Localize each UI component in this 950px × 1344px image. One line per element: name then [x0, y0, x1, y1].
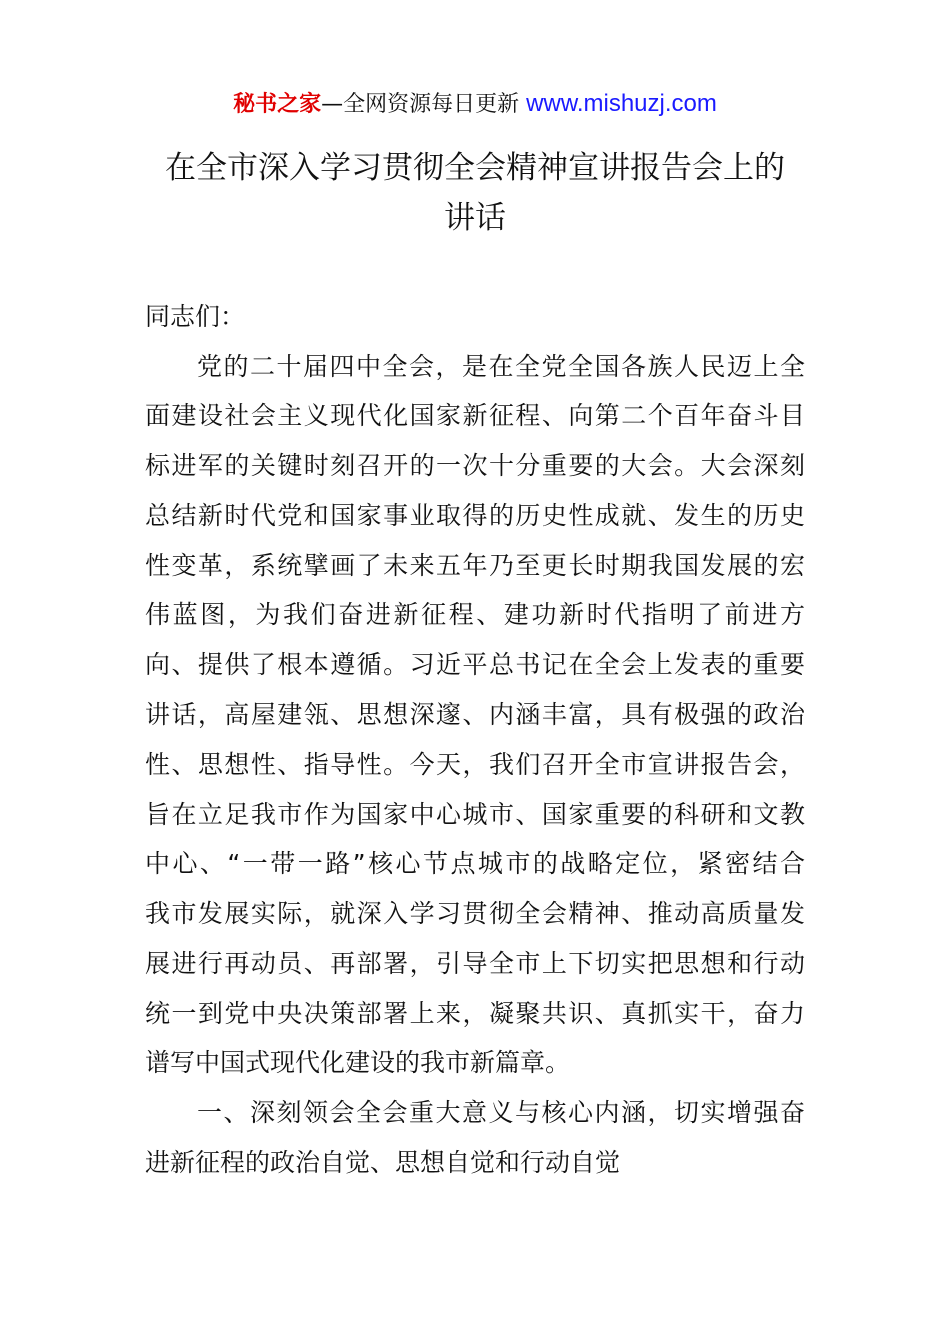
brand-logo-text: 秘书之家: [233, 92, 322, 117]
paragraph-line: 展进行再动员、再部署，引导全市上下切实把思想和行动: [145, 949, 805, 978]
header-slogan: —全网资源每日更新: [321, 92, 527, 117]
paragraph-line: 中心、“一带一路”核心节点城市的战略定位，紧密结合: [145, 849, 805, 878]
paragraph-line: 性变革，系统擘画了未来五年乃至更长时期我国发展的宏: [145, 551, 805, 580]
paragraph-line: 面建设社会主义现代化国家新征程、向第二个百年奋斗目: [145, 401, 805, 430]
salutation: 同志们：: [145, 302, 246, 331]
paragraph-line: 向、提供了根本遵循。习近平总书记在全会上发表的重要: [145, 650, 805, 679]
paragraph-line: 我市发展实际，就深入学习贯彻全会精神、推动高质量发: [145, 899, 805, 928]
section-heading-line: 一、深刻领会全会重大意义与核心内涵，切实增强奋: [197, 1098, 805, 1127]
paragraph-line: 谱写中国式现代化建设的我市新篇章。: [145, 1048, 571, 1077]
document-title-line-2: 讲话: [444, 200, 506, 236]
paragraph-line: 总结新时代党和国家事业取得的历史性成就、发生的历史: [145, 501, 805, 530]
paragraph-line: 性、思想性、指导性。今天，我们召开全市宣讲报告会，: [145, 750, 805, 779]
document-title-line-1: 在全市深入学习贯彻全会精神宣讲报告会上的: [165, 150, 785, 186]
paragraph-line: 标进军的关键时刻召开的一次十分重要的大会。大会深刻: [145, 451, 805, 480]
paragraph-line: 党的二十届四中全会，是在全党全国各族人民迈上全: [197, 352, 805, 381]
paragraph-line: 讲话，高屋建瓴、思想深邃、内涵丰富，具有极强的政治: [145, 700, 805, 729]
paragraph-line: 统一到党中央决策部署上来，凝聚共识、真抓实干，奋力: [145, 999, 805, 1028]
paragraph-line: 旨在立足我市作为国家中心城市、国家重要的科研和文教: [145, 800, 805, 829]
section-heading-line: 进新征程的政治自觉、思想自觉和行动自觉: [145, 1148, 621, 1177]
site-url-link[interactable]: www.mishuzj.com: [526, 90, 717, 117]
site-header: [0, 88, 950, 121]
paragraph-line: 伟蓝图，为我们奋进新征程、建功新时代指明了前进方: [145, 600, 805, 629]
